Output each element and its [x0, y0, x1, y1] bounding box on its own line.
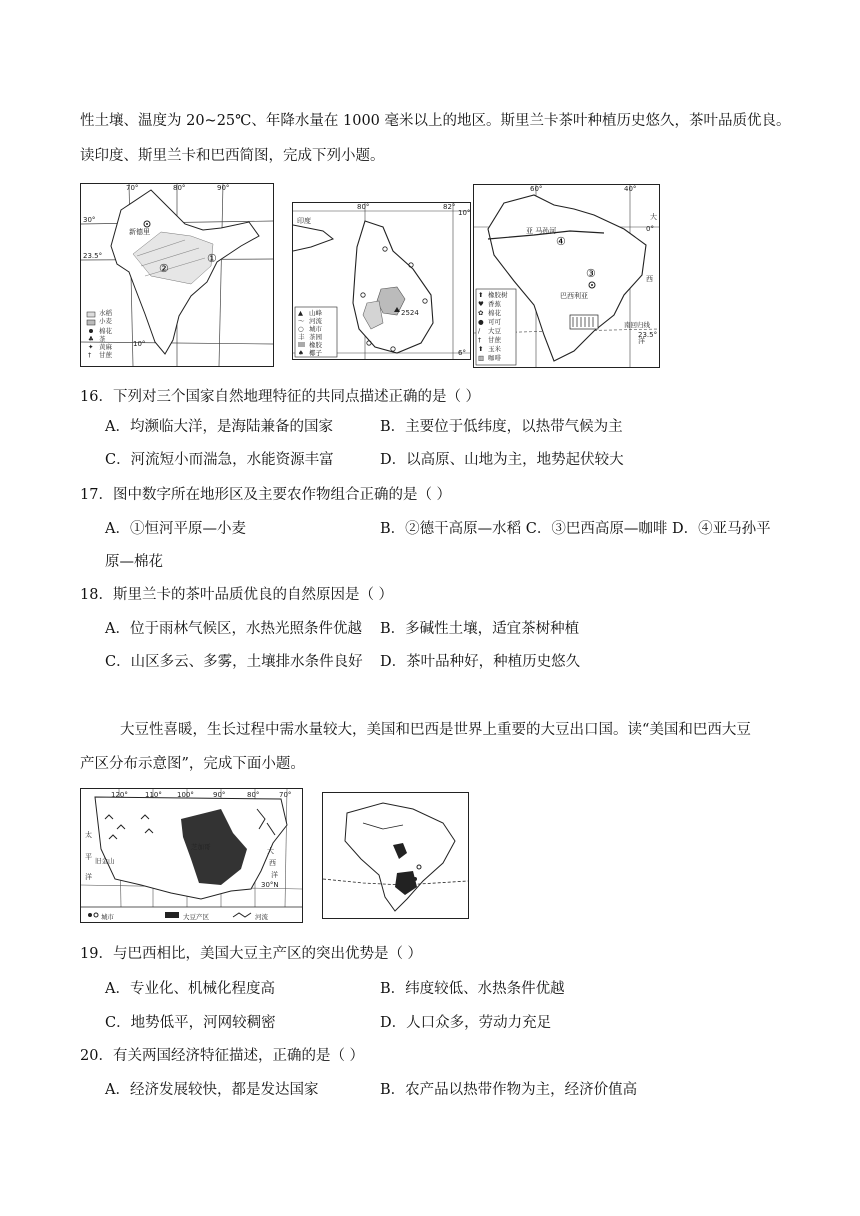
intro-line-1: 性土壤、温度为 20~25℃、年降水量在 1000 毫米以上的地区。斯里兰卡茶叶种植历史悠久，茶叶品质优良。 [80, 113, 791, 129]
svg-text:河流: 河流 [255, 913, 268, 921]
svg-text:6°: 6° [458, 349, 466, 357]
svg-text:●: ● [478, 318, 484, 326]
svg-text:80°: 80° [173, 184, 186, 192]
svg-text:♠: ♠ [298, 349, 304, 357]
svg-text:丰: 丰 [298, 333, 305, 341]
svg-text:新德里: 新德里 [129, 228, 150, 236]
svg-text:✿: ✿ [478, 309, 484, 317]
svg-text:40°: 40° [624, 185, 637, 193]
svg-text:70°: 70° [279, 791, 292, 799]
svg-text:玉米: 玉米 [488, 345, 501, 353]
svg-text:90°: 90° [217, 184, 230, 192]
svg-text:✦: ✦ [88, 343, 94, 351]
svg-text:〜: 〜 [298, 317, 305, 325]
svg-text:水稻: 水稻 [99, 309, 112, 317]
svg-text:城市: 城市 [309, 325, 322, 333]
q18-option-c[interactable]: C．山区多云、多雾，土壤排水条件良好 [105, 654, 363, 670]
q19-option-b[interactable]: B．纬度较低、水热条件优越 [380, 981, 565, 997]
svg-text:旧金山: 旧金山 [95, 857, 115, 865]
svg-text:芝加哥: 芝加哥 [191, 843, 211, 851]
svg-text:大豆产区: 大豆产区 [183, 913, 209, 921]
svg-text:30°: 30° [83, 216, 96, 224]
svg-text:▥: ▥ [478, 354, 485, 362]
lon-70: 70° [126, 184, 139, 192]
svg-text:洋: 洋 [271, 871, 278, 879]
svg-text:90°: 90° [213, 791, 226, 799]
q20-option-a[interactable]: A．经济发展较快，都是发达国家 [105, 1082, 319, 1098]
svg-text:太: 太 [85, 831, 92, 839]
india-map [80, 183, 274, 367]
svg-text:河流: 河流 [309, 317, 322, 325]
q16-option-c[interactable]: C．河流短小而湍急，水能资源丰富 [105, 452, 334, 468]
q20-option-b[interactable]: B．农产品以热带作物为主，经济价值高 [380, 1082, 638, 1098]
q16-stem: 16．下列对三个国家自然地理特征的共同点描述正确的是（ ） [80, 389, 481, 405]
svg-text:∕: ∕ [478, 327, 481, 335]
q16-option-a[interactable]: A．均濒临大洋，是海陆兼备的国家 [105, 419, 333, 435]
q17-options-bcd[interactable]: B．②德干高原—水稻 C．③巴西高原—咖啡 D．④亚马孙平 [380, 521, 771, 537]
svg-text:80°: 80° [247, 791, 260, 799]
svg-text:巴西利亚: 巴西利亚 [560, 292, 588, 300]
q19-stem: 19．与巴西相比，美国大豆主产区的突出优势是（ ） [80, 946, 423, 962]
svg-text:30°N: 30°N [261, 881, 279, 889]
svg-text:茶: 茶 [99, 335, 106, 343]
svg-text:茶园: 茶园 [309, 333, 322, 341]
usa-soybean-map [80, 788, 303, 923]
svg-text:†: † [478, 336, 482, 344]
svg-text:⬆: ⬆ [478, 345, 484, 353]
svg-text:城市: 城市 [101, 913, 114, 921]
svg-text:80°: 80° [357, 203, 370, 211]
svg-text:82°: 82° [443, 203, 456, 211]
svg-text:♣: ♣ [88, 335, 94, 343]
brazil-map [473, 184, 660, 368]
svg-text:甘蔗: 甘蔗 [488, 336, 501, 344]
svg-text:▲: ▲ [298, 309, 303, 317]
svg-text:洋: 洋 [85, 873, 92, 881]
intro-line-2: 读印度、斯里兰卡和巴西简图，完成下列小题。 [80, 148, 385, 164]
svg-text:10°: 10° [133, 340, 146, 348]
svg-text:0°: 0° [646, 225, 654, 233]
svg-text:印度: 印度 [297, 217, 311, 225]
q19-option-a[interactable]: A．专业化、机械化程度高 [105, 981, 275, 997]
svg-text:可可: 可可 [488, 318, 501, 326]
svg-text:橡胶: 橡胶 [309, 341, 322, 349]
svg-text:④: ④ [556, 235, 566, 248]
q17-option-d-cont: 原—棉花 [105, 554, 163, 570]
svg-text:小麦: 小麦 [99, 317, 112, 325]
q18-option-a[interactable]: A．位于雨林气候区，水热光照条件优越 [105, 621, 362, 637]
svg-text:†: † [88, 351, 92, 359]
svg-text:110°: 110° [145, 791, 162, 799]
svg-text:棉花: 棉花 [99, 327, 112, 335]
brazil-soybean-map [322, 792, 469, 919]
svg-text:○: ○ [298, 325, 304, 333]
svg-text:山峰: 山峰 [309, 309, 322, 317]
svg-text:10°: 10° [458, 209, 470, 217]
q16-option-d[interactable]: D．以高原、山地为主，地势起伏较大 [380, 452, 624, 468]
q19-option-d[interactable]: D．人口众多，劳动力充足 [380, 1015, 552, 1031]
svg-text:洋: 洋 [638, 337, 645, 345]
q18-stem: 18．斯里兰卡的茶叶品质优良的自然原因是（ ） [80, 587, 394, 603]
svg-text:③: ③ [586, 267, 596, 280]
svg-text:23.5°: 23.5° [638, 331, 658, 339]
svg-text:2524: 2524 [401, 309, 419, 317]
svg-text:大: 大 [267, 847, 274, 855]
svg-text:100°: 100° [177, 791, 194, 799]
q19-option-c[interactable]: C．地势低平，河网较稠密 [105, 1015, 276, 1031]
svg-text:椰子: 椰子 [309, 349, 322, 357]
svg-text:甘蔗: 甘蔗 [99, 351, 112, 359]
svg-text:23.5°: 23.5° [83, 252, 103, 260]
svg-text:大豆: 大豆 [488, 327, 501, 335]
svg-text:60°: 60° [530, 185, 543, 193]
q20-stem: 20．有关两国经济特征描述，正确的是（ ） [80, 1048, 365, 1064]
svg-text:⬆: ⬆ [478, 291, 484, 299]
passage2-line-2: 产区分布示意图”，完成下面小题。 [80, 756, 305, 772]
svg-text:西: 西 [646, 275, 653, 283]
svg-text:黄麻: 黄麻 [99, 343, 112, 351]
svg-text:橡胶树: 橡胶树 [488, 291, 508, 299]
svg-text:♥: ♥ [478, 300, 484, 308]
svg-text:棉花: 棉花 [488, 309, 501, 317]
q16-option-b[interactable]: B．主要位于低纬度，以热带气候为主 [380, 419, 623, 435]
svg-text:香蕉: 香蕉 [488, 300, 501, 308]
sri-lanka-map [292, 202, 471, 360]
svg-text:120°: 120° [111, 791, 128, 799]
svg-text:咖啡: 咖啡 [488, 354, 501, 362]
svg-text:亚 马孙河: 亚 马孙河 [526, 227, 557, 235]
svg-text:②: ② [159, 262, 169, 275]
svg-text:①: ① [207, 252, 217, 265]
q18-option-d[interactable]: D．茶叶品种好，种植历史悠久 [380, 654, 581, 670]
q17-option-a[interactable]: A．①恒河平原—小麦 [105, 521, 246, 537]
svg-text:大: 大 [650, 213, 657, 221]
q18-option-b[interactable]: B．多碱性土壤，适宜茶树种植 [380, 621, 580, 637]
svg-text:南回归线: 南回归线 [624, 321, 650, 329]
q17-stem: 17．图中数字所在地形区及主要农作物组合正确的是（ ） [80, 487, 452, 503]
passage2-line-1: 大豆性喜暖，生长过程中需水量较大，美国和巴西是世界上重要的大豆出口国。读“美国和巴西大豆 [120, 722, 751, 738]
svg-text:西: 西 [269, 859, 276, 867]
svg-text:平: 平 [85, 853, 92, 861]
